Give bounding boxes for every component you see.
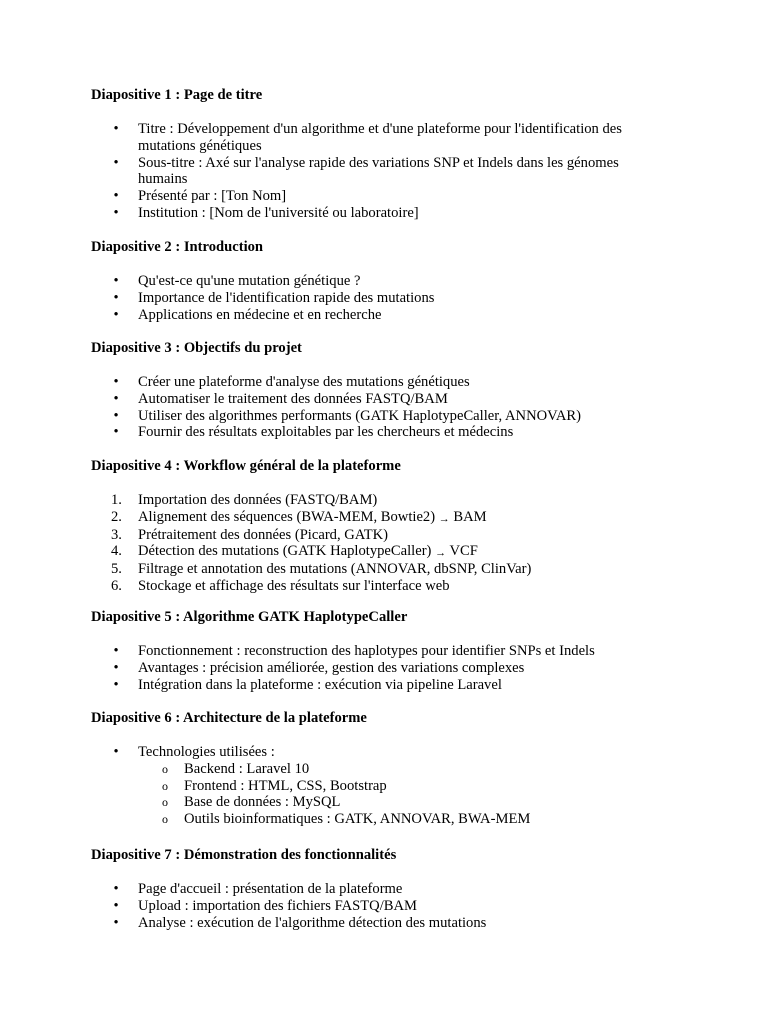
list-item: • Utiliser des algorithmes performants (GATK HaplotypeCaller, ANNOVAR) [91, 408, 653, 425]
list-item: • Applications en médecine et en recherche [91, 307, 653, 324]
list-item: • Analyse : exécution de l'algorithme détection des mutations [91, 915, 653, 932]
slide-6-heading: Diapositive 6 : Architecture de la plateforme [91, 710, 367, 726]
slide-7-list [91, 881, 691, 931]
slide-4-heading: Diapositive 4 : Workflow général de la plateforme [91, 458, 401, 474]
slide-6-sublist [91, 761, 691, 828]
slide-1-heading: Diapositive 1 : Page de titre [91, 87, 263, 103]
circle-bullet-icon: o [162, 795, 168, 810]
slide-7-heading: Diapositive 7 : Démonstration des fonctionnalités [91, 847, 397, 863]
list-item: • Avantages : précision améliorée, gestion des variations complexes [91, 660, 653, 677]
slide-5-heading: Diapositive 5 : Algorithme GATK HaplotypeCaller [91, 609, 408, 625]
bullet-icon: • [113, 744, 119, 760]
bullet-icon: • [113, 390, 119, 407]
bullet-icon: • [113, 407, 119, 424]
bullet-icon: • [113, 306, 119, 323]
bullet-icon: • [113, 188, 119, 205]
bullet-icon: • [113, 374, 119, 390]
slide-5-list [91, 643, 691, 693]
list-item: • Qu'est-ce qu'une mutation génétique ? [91, 273, 653, 290]
bullet-icon: • [113, 424, 119, 441]
list-item: • Fournir des résultats exploitables par les chercheurs et médecins [91, 424, 653, 441]
sub-list-item: o Backend : Laravel 10 [91, 761, 699, 778]
slide-2-list [91, 273, 691, 323]
slide-3-section [91, 340, 691, 441]
numbered-item: 2. Alignement des séquences (BWA-MEM, Bowtie2) → BAM [91, 509, 653, 527]
list-item: • Upload : importation des fichiers FASTQ/BAM [91, 898, 653, 915]
slide-5-section [91, 609, 691, 693]
sub-list-item: o Frontend : HTML, CSS, Bootstrap [91, 778, 699, 795]
numbered-item: 4. Détection des mutations (GATK HaplotypeCaller) → VCF [91, 543, 653, 561]
bullet-icon: • [113, 643, 119, 659]
bullet-icon: • [113, 273, 119, 289]
bullet-icon: • [113, 914, 119, 931]
slide-7-section [91, 847, 691, 931]
numbered-item: 6. Stockage et affichage des résultats sur l'interface web [111, 577, 450, 594]
slide-1-section [91, 87, 691, 222]
list-item: • Page d'accueil : présentation de la plateforme [91, 881, 653, 898]
list-item: • Titre : Développement d'un algorithme et d'une plateforme pour l'identification des mutations génétiques [91, 121, 653, 155]
bullet-icon: • [113, 676, 119, 693]
list-item: • Technologies utilisées : [91, 744, 653, 761]
arrow-right-icon: → [435, 547, 447, 560]
list-item: • Sous-titre : Axé sur l'analyse rapide des variations SNP et Indels dans les génomes humains [91, 155, 653, 189]
list-item: • Créer une plateforme d'analyse des mutations génétiques [91, 374, 653, 391]
bullet-icon: • [113, 897, 119, 914]
bullet-icon: • [113, 289, 119, 306]
slide-2-section [91, 239, 691, 323]
numbered-item: 1. Importation des données (FASTQ/BAM) [111, 492, 378, 508]
list-item: • Intégration dans la plateforme : exécution via pipeline Laravel [91, 677, 653, 694]
slide-2-heading: Diapositive 2 : Introduction [91, 239, 264, 255]
slide-4-numbered-list [91, 492, 691, 595]
list-item: • Automatiser le traitement des données FASTQ/BAM [91, 391, 653, 408]
list-item: • Institution : [Nom de l'université ou laboratoire] [91, 205, 653, 222]
bullet-icon: • [113, 204, 119, 221]
slide-3-heading: Diapositive 3 : Objectifs du projet [91, 340, 302, 356]
slide-6-section [91, 710, 691, 828]
slide-4-section [91, 458, 691, 595]
circle-bullet-icon: o [162, 761, 168, 776]
bullet-icon: • [113, 659, 119, 676]
list-item: • Fonctionnement : reconstruction des haplotypes pour identifier SNPs et Indels [91, 643, 653, 660]
bullet-icon: • [113, 154, 119, 171]
numbered-item: 3. Prétraitement des données (Picard, GATK) [111, 526, 389, 543]
circle-bullet-icon: o [162, 778, 168, 793]
sub-list-item: o Outils bioinformatiques : GATK, ANNOVAR, BWA-MEM [91, 811, 699, 828]
arrow-right-icon: → [438, 512, 450, 525]
slide-6-list [91, 744, 691, 761]
numbered-item: 5. Filtrage et annotation des mutations (ANNOVAR, dbSNP, ClinVar) [111, 561, 532, 578]
list-item: • Importance de l'identification rapide des mutations [91, 290, 653, 307]
bullet-icon: • [113, 121, 119, 137]
bullet-icon: • [113, 881, 119, 897]
circle-bullet-icon: o [162, 812, 168, 827]
slide-3-list [91, 374, 691, 441]
slide-1-list [91, 121, 691, 222]
list-item: • Présenté par : [Ton Nom] [91, 188, 653, 205]
sub-list-item: o Base de données : MySQL [91, 794, 699, 811]
